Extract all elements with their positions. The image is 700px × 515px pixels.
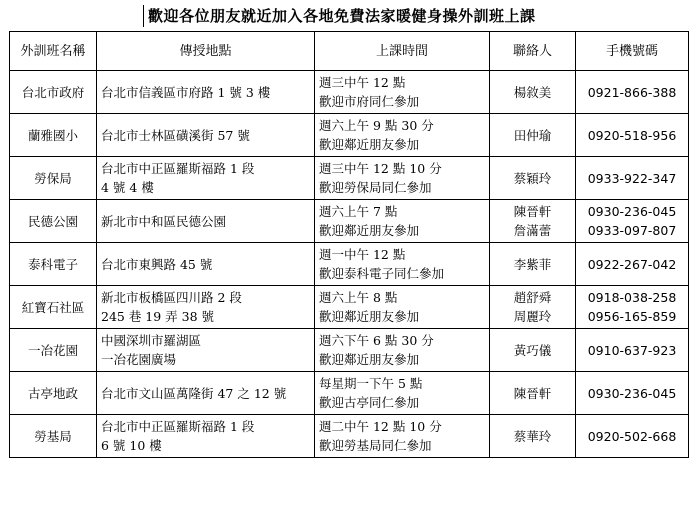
class-time-line: 週六下午 6 點 30 分 [319,333,434,348]
contact-name: 趙舒舜 [513,290,552,305]
location-line: 台北市信義區市府路 1 號 3 樓 [101,84,271,100]
table-row [10,415,689,458]
class-time-cell [315,114,490,157]
class-time-cell [315,243,490,286]
contact-cell [490,372,576,415]
phone-cell [576,372,689,415]
location-line: 245 巷 19 弄 38 號 [101,309,215,324]
location-cell [97,157,315,200]
class-name-cell [10,329,97,372]
location-cell [97,329,315,372]
location-line: 一冶花園廣場 [101,352,177,367]
contact-name: 蔡穎玲 [513,170,552,186]
class-time-line: 歡迎鄰近朋友參加 [319,309,420,324]
class-time-line: 歡迎泰科電子同仁參加 [319,266,445,281]
table-row [10,329,689,372]
table-row [10,157,689,200]
location-line: 台北市士林區磺溪街 57 號 [101,127,250,143]
phone-number: 0933-097-807 [587,223,677,238]
class-time-line: 每星期一下午 5 點 [319,376,423,391]
contact-cell [490,157,576,200]
class-name: 紅寶石社區 [21,299,85,315]
location-line: 新北市板橋區四川路 2 段 [101,290,242,305]
contact-cell [490,71,576,114]
phone-number: 0922-267-042 [587,256,677,272]
class-time-line: 歡迎勞基局同仁參加 [319,438,432,453]
class-name-cell [10,243,97,286]
location-cell [97,114,315,157]
class-name: 一冶花園 [27,342,78,358]
header-class-time: 上課時間 [315,32,490,71]
phone-number: 0920-502-668 [587,428,677,444]
contact-cell [490,415,576,458]
location-cell [97,286,315,329]
phone-cell [576,114,689,157]
class-name-cell [10,200,97,243]
class-time-cell [315,415,490,458]
table-row [10,200,689,243]
class-name-cell [10,372,97,415]
phone-number: 0921-866-388 [587,84,677,100]
contact-cell [490,114,576,157]
contact-name: 李紫菲 [513,256,552,272]
contact-name: 黃巧儀 [513,342,552,358]
class-time-cell [315,71,490,114]
location-cell [97,243,315,286]
class-time-line: 歡迎勞保局同仁參加 [319,180,432,195]
class-name: 台北市政府 [21,84,85,100]
location-line: 6 號 10 樓 [101,438,162,453]
phone-cell [576,71,689,114]
header-location: 傳授地點 [97,32,315,71]
location-cell [97,200,315,243]
class-time-line: 週六上午 8 點 [319,290,398,305]
phone-cell [576,286,689,329]
table-header-row [10,32,689,71]
class-name: 勞保局 [34,170,72,186]
phone-cell [576,200,689,243]
contact-name: 陳晉軒 [513,385,552,401]
class-time-cell [315,157,490,200]
phone-number: 0933-922-347 [587,170,677,186]
class-name-cell [10,286,97,329]
class-time-line: 週三中午 12 點 [319,75,406,90]
table-row [10,114,689,157]
class-time-line: 週一中午 12 點 [319,247,406,262]
class-name-cell [10,71,97,114]
header-class-name: 外訓班名稱 [10,32,97,71]
contact-cell [490,286,576,329]
location-line: 4 號 4 樓 [101,180,154,195]
class-name: 古亭地政 [27,385,78,401]
location-line: 台北市東興路 45 號 [101,256,213,272]
class-name-cell [10,114,97,157]
table-row [10,286,689,329]
class-name-cell [10,415,97,458]
contact-cell [490,200,576,243]
phone-cell [576,157,689,200]
contact-name: 蔡華玲 [513,428,552,444]
contact-name: 陳晉軒 [513,204,552,219]
page-title: 歡迎各位朋友就近加入各地免費法家暖健身操外訓班上課 [143,5,568,27]
phone-number: 0920-518-956 [587,127,677,143]
table-row [10,372,689,415]
location-cell [97,71,315,114]
phone-number: 0918-038-258 [587,290,677,305]
class-time-line: 歡迎鄰近朋友參加 [319,223,420,238]
class-time-line: 週六上午 9 點 30 分 [319,118,434,133]
class-time-cell [315,329,490,372]
class-time-line: 歡迎鄰近朋友參加 [319,137,420,152]
class-name: 民德公園 [27,213,78,229]
class-time-cell [315,200,490,243]
phone-number: 0930-236-045 [587,385,677,401]
class-time-line: 週二中午 12 點 10 分 [319,419,442,434]
contact-name: 詹滿蕾 [513,223,552,238]
class-time-cell [315,286,490,329]
table-body [10,71,689,458]
class-schedule-table [9,31,689,458]
phone-number: 0956-165-859 [587,309,677,324]
phone-number: 0910-637-923 [587,342,677,358]
location-line: 台北市中正區羅斯福路 1 段 [101,419,255,434]
header-contact: 聯絡人 [490,32,576,71]
class-time-line: 歡迎鄰近朋友參加 [319,352,420,367]
phone-cell [576,243,689,286]
class-time-line: 週三中午 12 點 10 分 [319,161,442,176]
location-line: 台北市文山區萬隆街 47 之 12 號 [101,385,287,401]
phone-cell [576,329,689,372]
contact-name: 周麗玲 [513,309,552,324]
table-row [10,243,689,286]
table-row [10,71,689,114]
class-name: 蘭雅國小 [27,127,78,143]
class-time-line: 歡迎古亭同仁參加 [319,395,420,410]
class-name: 泰科電子 [27,256,78,272]
class-time-cell [315,372,490,415]
location-line: 新北市中和區民德公園 [101,213,227,229]
location-line: 中國深圳市羅湖區 [101,333,202,348]
contact-cell [490,243,576,286]
phone-number: 0930-236-045 [587,204,677,219]
class-time-line: 歡迎市府同仁參加 [319,94,420,109]
contact-cell [490,329,576,372]
location-line: 台北市中正區羅斯福路 1 段 [101,161,255,176]
class-name: 勞基局 [34,428,72,444]
location-cell [97,415,315,458]
contact-name: 楊敘美 [513,84,552,100]
class-name-cell [10,157,97,200]
contact-name: 田仲瑜 [513,127,552,143]
header-phone: 手機號碼 [576,32,689,71]
class-time-line: 週六上午 7 點 [319,204,398,219]
phone-cell [576,415,689,458]
location-cell [97,372,315,415]
